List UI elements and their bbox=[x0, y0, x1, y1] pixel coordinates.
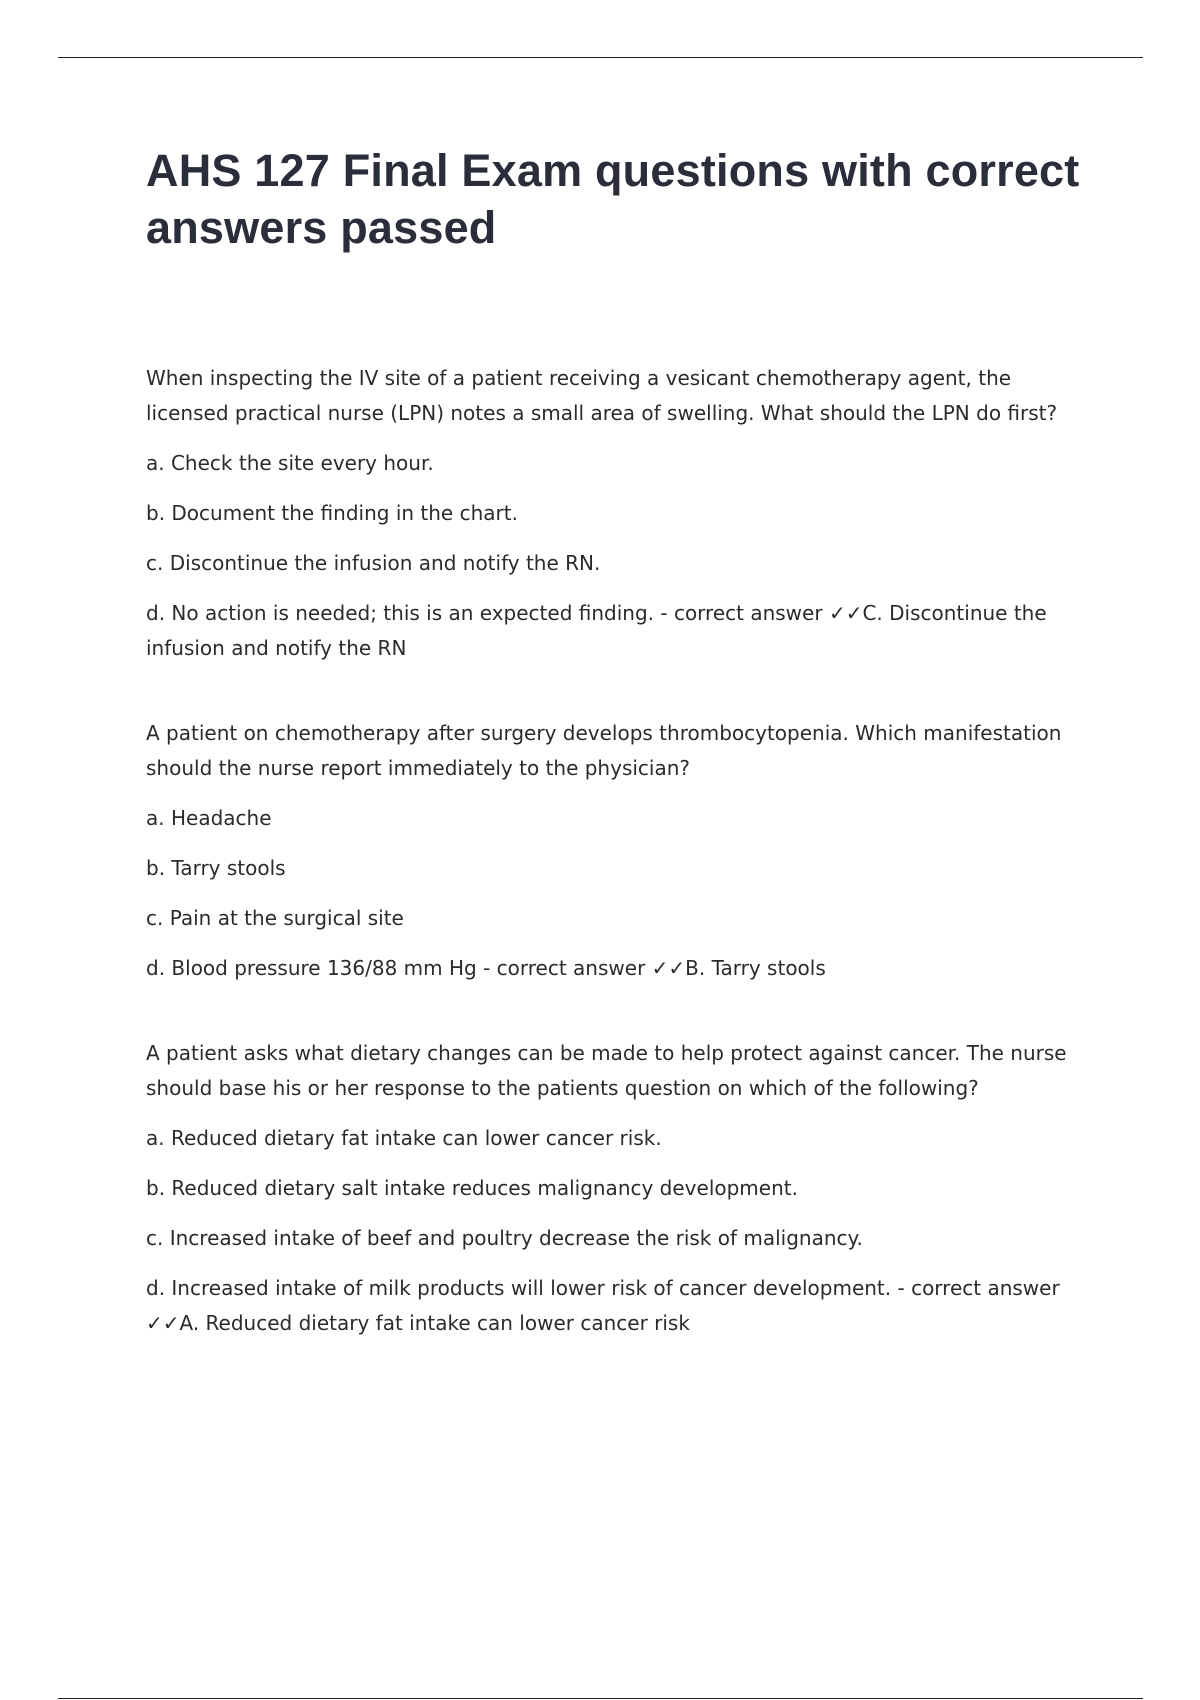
option-d: d. Blood pressure 136/88 mm Hg bbox=[146, 956, 477, 980]
document-body bbox=[146, 142, 1086, 1391]
correct-answer: B. Tarry stools bbox=[685, 956, 826, 980]
answer-label: - correct answer bbox=[891, 1276, 1060, 1300]
top-divider bbox=[58, 57, 1143, 58]
question-stem: A patient on chemotherapy after surgery develops thrombocytopenia. Which manifestation should the nurse report immediately to the physician? bbox=[146, 721, 1062, 780]
double-check-icon: ✓✓ bbox=[146, 1311, 180, 1335]
option-b: b. Document the finding in the chart. bbox=[146, 501, 518, 525]
answer-label: - correct answer bbox=[654, 601, 829, 625]
option-d: d. Increased intake of milk products will lower risk of cancer development. bbox=[146, 1276, 892, 1300]
option-a: a. Reduced dietary fat intake can lower cancer risk. bbox=[146, 1126, 662, 1150]
question-1 bbox=[146, 361, 1086, 666]
question-2 bbox=[146, 716, 1086, 986]
question-stem: When inspecting the IV site of a patient receiving a vesicant chemotherapy agent, the licensed practical nurse (LPN) notes a small area of swelling. What should the LPN do first? bbox=[146, 366, 1058, 425]
option-d: d. No action is needed; this is an expected finding. bbox=[146, 601, 655, 625]
document-title: AHS 127 Final Exam questions with correct answers passed bbox=[146, 145, 1080, 253]
double-check-icon: ✓✓ bbox=[651, 956, 686, 980]
correct-answer: A. Reduced dietary fat intake can lower cancer risk bbox=[179, 1311, 690, 1335]
question-3 bbox=[146, 1036, 1086, 1341]
bottom-divider bbox=[58, 1698, 1143, 1699]
question-list bbox=[146, 361, 1086, 1341]
question-stem: A patient asks what dietary changes can be made to help protect against cancer. The nurse should base his or her response to the patients question on which of the following? bbox=[146, 1041, 1067, 1100]
option-b: b. Reduced dietary salt intake reduces malignancy development. bbox=[146, 1176, 798, 1200]
option-d-with-answer bbox=[146, 951, 1086, 986]
option-a: a. Headache bbox=[146, 806, 272, 830]
answer-label: - correct answer bbox=[476, 956, 652, 980]
option-c: c. Increased intake of beef and poultry decrease the risk of malignancy. bbox=[146, 1226, 863, 1250]
option-d-with-answer bbox=[146, 1271, 1086, 1341]
option-b: b. Tarry stools bbox=[146, 856, 286, 880]
option-d-with-answer bbox=[146, 596, 1086, 666]
double-check-icon: ✓✓ bbox=[828, 601, 863, 625]
correct-answer: C. Discontinue the infusion and notify the RN bbox=[146, 601, 1047, 660]
option-c: c. Discontinue the infusion and notify the RN. bbox=[146, 551, 601, 575]
option-c: c. Pain at the surgical site bbox=[146, 906, 404, 930]
option-a: a. Check the site every hour. bbox=[146, 451, 434, 475]
